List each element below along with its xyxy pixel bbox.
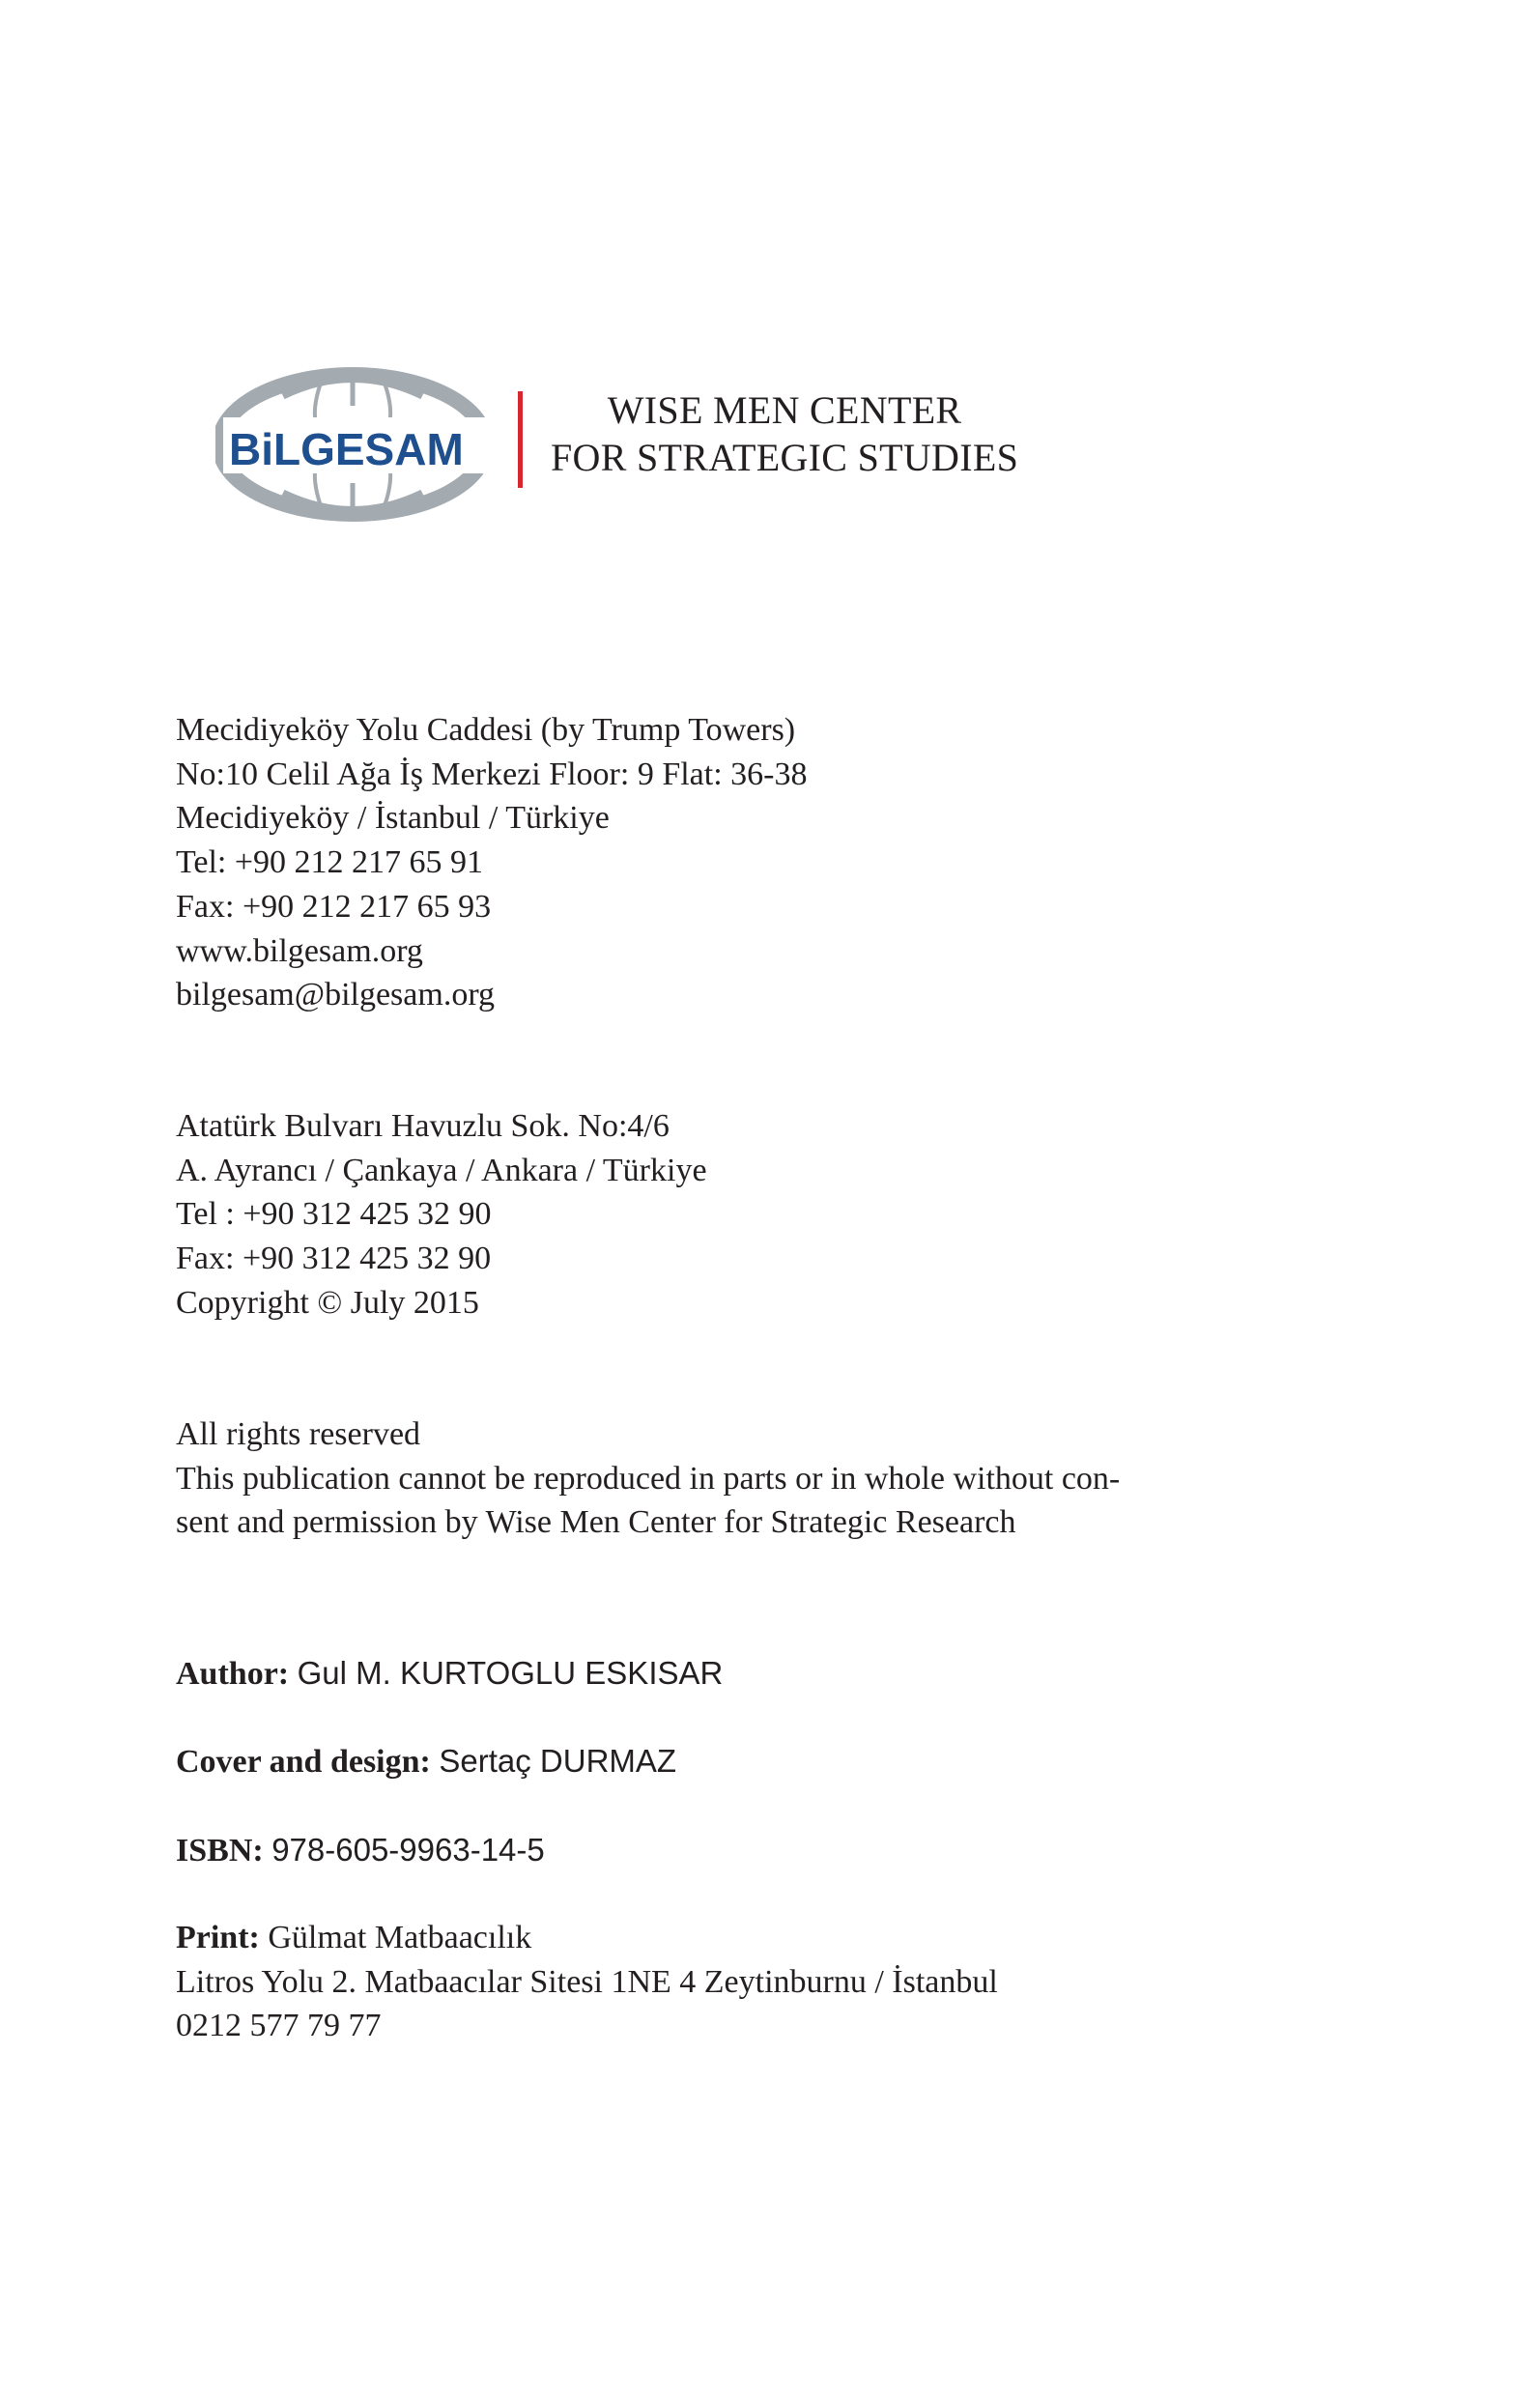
credit-value: Gul M. KURTOGLU ESKISAR [297,1655,724,1691]
address-istanbul [176,708,808,1017]
brand-text: BiLGESAM [229,424,464,474]
copyright-line: Copyright © July 2015 [176,1284,479,1321]
credit-isbn [176,1828,545,1873]
address-line: Atatürk Bulvarı Havuzlu Sok. No:4/6 [176,1108,670,1144]
credit-value: Sertaç DURMAZ [439,1743,677,1779]
rights-line: All rights reserved [176,1416,421,1452]
bilgesam-globe-logo [215,367,523,522]
email-link[interactable]: bilgesam@bilgesam.org [176,977,496,1013]
credit-label: Author: [176,1656,290,1692]
phone-line: Tel: +90 212 217 65 91 [176,844,484,881]
publisher-logo [215,367,1046,522]
address-line: A. Ayrancı / Çankaya / Ankara / Türkiye [176,1152,707,1188]
rights-line: sent and permission by Wise Men Center for Strategic Research [176,1504,1016,1541]
credit-cover-design [176,1739,676,1784]
credit-author [176,1651,723,1697]
address-line: Mecidiyeköy / İstanbul / Türkiye [176,800,610,837]
address-ankara [176,1104,707,1326]
printer-address: Litros Yolu 2. Matbaacılar Sitesi 1NE 4 Zeytinburnu / İstanbul [176,1963,998,2000]
rights-line: This publication cannot be reproduced in parts or in whole without con- [176,1460,1121,1497]
address-line: No:10 Celil Ağa İş Merkezi Floor: 9 Flat: 36-38 [176,756,808,792]
rights-notice [176,1412,1120,1545]
phone-line: Tel : +90 312 425 32 90 [176,1196,492,1233]
logo-divider [518,391,523,488]
credit-label: Cover and design: [176,1744,431,1780]
fax-line: Fax: +90 212 217 65 93 [176,888,492,925]
credit-value: Gülmat Matbaacılık [268,1920,532,1955]
address-line: Mecidiyeköy Yolu Caddesi (by Trump Towers) [176,712,796,748]
logo-caption [551,386,1018,481]
credit-label: ISBN: [176,1833,264,1868]
fax-line: Fax: +90 312 425 32 90 [176,1241,492,1277]
caption-line-1: WISE MEN CENTER [607,388,962,432]
credit-label: Print: [176,1920,260,1955]
credit-value: 978-605-9963-14-5 [271,1832,545,1868]
credit-print [176,1916,998,2048]
printer-phone: 0212 577 79 77 [176,2008,382,2044]
caption-line-2: FOR STRATEGIC STUDIES [551,436,1019,479]
website-link[interactable]: www.bilgesam.org [176,932,423,969]
